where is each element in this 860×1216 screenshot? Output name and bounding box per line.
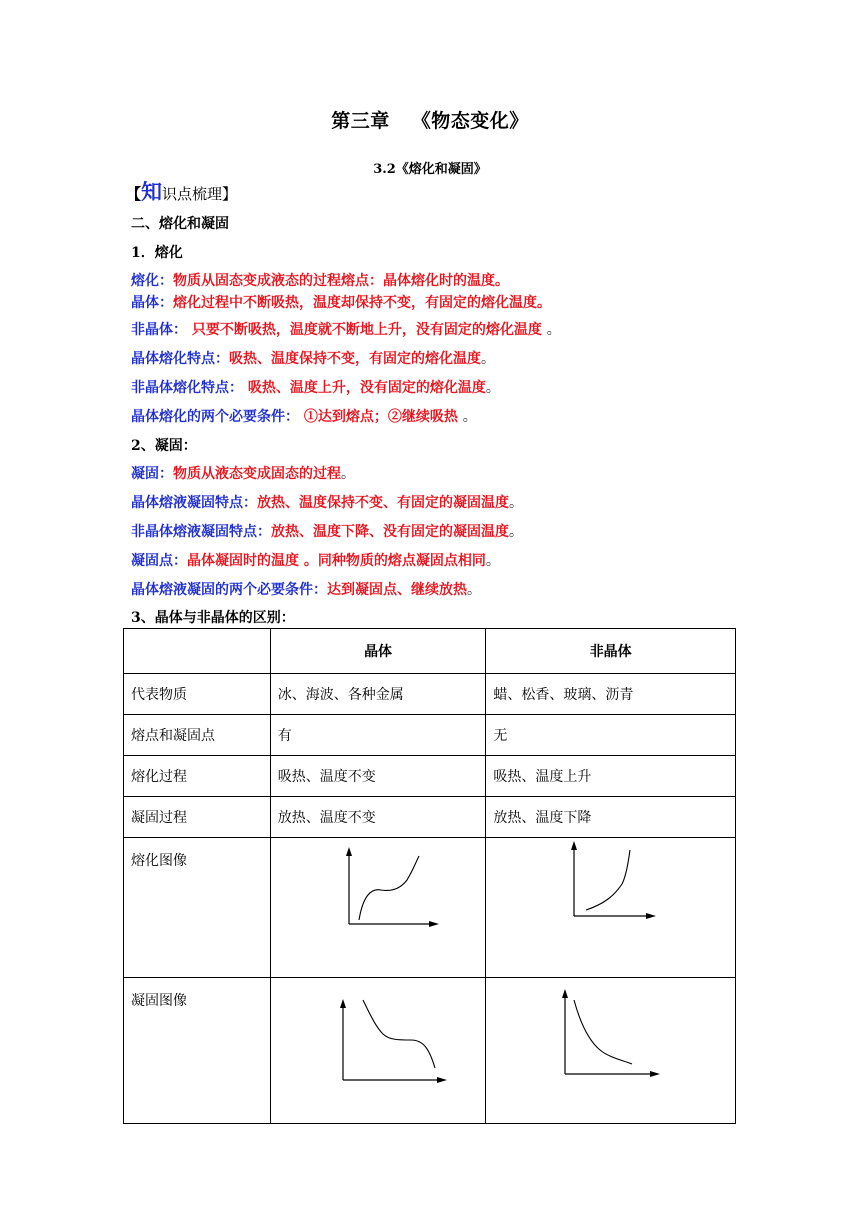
crystal-melting-graph [271,838,487,978]
table-header-cell [124,629,271,674]
amorphous-solidifying-graph [486,978,736,1118]
table-cell: 凝固图像 [124,978,271,1124]
melting-line: 晶体：熔化过程中不断吸热，温度却保持不变，有固定的熔化温度。 [131,295,551,311]
table-cell: 熔化图像 [124,838,271,978]
table-row [124,715,736,756]
heading-initial: 知 [141,179,163,204]
melting-line: 熔化：物质从固态变成液态的过程熔点：晶体熔化时的温度。 [131,273,509,289]
solidifying-line: 凝固点：晶体凝固时的温度 。同种物质的熔点凝固点相同。 [131,553,500,569]
table-header-cell: 晶体 [270,629,486,674]
melting-line: 晶体熔化的两个必要条件： ①达到熔点；②继续吸热 。 [131,409,477,425]
amorphous-melting-graph [486,838,736,978]
crystal-solidifying-graph-cell [270,978,486,1124]
table-cell: 有 [270,715,486,756]
melting-line: 晶体熔化特点：吸热、温度保持不变，有固定的熔化温度。 [131,351,495,367]
table-row [124,756,736,797]
difference-heading: 3、晶体与非晶体的区别： [131,610,295,626]
table-cell: 吸热、温度上升 [486,756,736,797]
knowledge-heading: 【知识点梳理】 [126,179,238,204]
table-cell: 冰、海波、各种金属 [270,674,486,715]
table-header-cell: 非晶体 [486,629,736,674]
table-cell: 凝固过程 [124,797,271,838]
table-row [124,674,736,715]
table-row [124,797,736,838]
table-cell: 蜡、松香、玻璃、沥青 [486,674,736,715]
table-row [124,838,736,978]
page-title [0,106,860,133]
table-row [124,978,736,1124]
chapter-name: 《物态变化》 [411,110,529,132]
crystal-solidifying-graph [271,978,487,1118]
section-title: 二、熔化和凝固 [131,216,229,232]
melting-line: 非晶体熔化特点： 吸热、温度上升，没有固定的熔化温度。 [131,380,500,396]
comparison-table [123,628,736,1124]
solidifying-line: 非晶体熔液凝固特点：放热、温度下降、没有固定的凝固温度。 [131,524,523,540]
table-cell: 代表物质 [124,674,271,715]
melting-heading: 1．熔化 [131,245,183,261]
solidifying-line: 晶体熔液凝固的两个必要条件：达到凝固点、继续放热。 [131,582,481,598]
table-cell: 吸热、温度不变 [270,756,486,797]
chapter-label: 第三章 [331,110,390,132]
table-header-row [124,629,736,674]
table-cell: 放热、温度不变 [270,797,486,838]
page-subtitle: 3.2《熔化和凝固》 [373,162,487,177]
melting-line: 非晶体： 只要不断吸热，温度就不断地上升，没有固定的熔化温度 。 [131,322,561,338]
solidifying-line: 晶体熔液凝固特点：放热、温度保持不变、有固定的凝固温度。 [131,495,523,511]
amorphous-solidifying-graph-cell [486,978,736,1124]
table-cell: 熔化过程 [124,756,271,797]
solidifying-line: 凝固：物质从液态变成固态的过程。 [131,466,355,482]
amorphous-melting-graph-cell [486,838,736,978]
table-cell: 放热、温度下降 [486,797,736,838]
solidifying-heading: 2、凝固： [131,438,197,454]
table-cell: 无 [486,715,736,756]
crystal-melting-graph-cell [270,838,486,978]
table-cell: 熔点和凝固点 [124,715,271,756]
